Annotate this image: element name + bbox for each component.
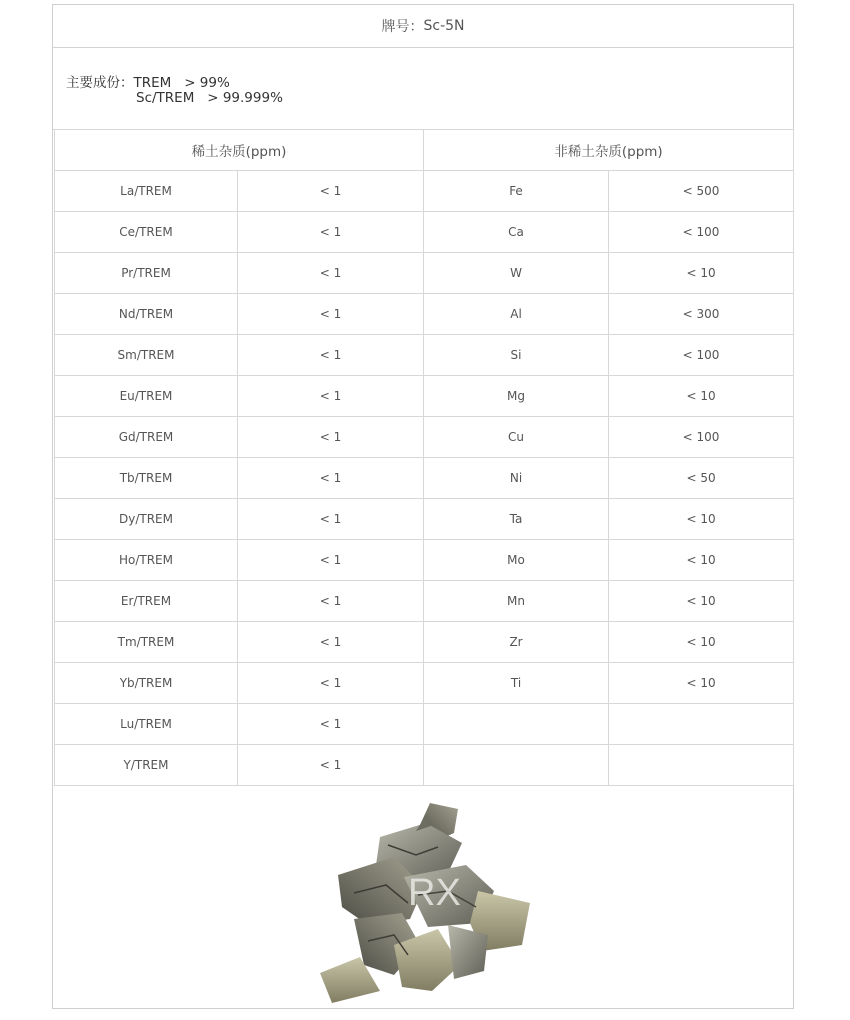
rare-earth-element-cell: Sm/TREM [55,335,238,376]
composition-name: TREM [133,75,172,91]
composition-line-trem [66,71,230,91]
rare-earth-limit-cell: < 1 [238,704,424,745]
rare-earth-element-cell: Ho/TREM [55,540,238,581]
non-rare-earth-element-cell [424,745,609,786]
composition-value: > 99% [184,75,230,91]
rare-earth-element-cell: Y/TREM [55,745,238,786]
rare-earth-element-cell: Pr/TREM [55,253,238,294]
rare-earth-limit-cell: < 1 [238,212,424,253]
non-rare-earth-element-cell [424,704,609,745]
table-row [55,417,794,458]
watermark-text: RX [408,872,461,914]
rare-earth-limit-cell: < 1 [238,253,424,294]
main-composition [53,47,793,130]
rare-earth-limit-cell: < 1 [238,417,424,458]
grade-label: 牌号： [381,19,424,35]
non-rare-earth-limit-cell: < 10 [609,622,794,663]
rare-earth-element-cell: Ce/TREM [55,212,238,253]
table-row [55,745,794,786]
non-rare-earth-element-cell: Al [424,294,609,335]
table-row [55,458,794,499]
rare-earth-limit-cell: < 1 [238,171,424,212]
non-rare-earth-element-cell: Fe [424,171,609,212]
non-rare-earth-limit-cell: < 50 [609,458,794,499]
rare-earth-element-cell: Tm/TREM [55,622,238,663]
table-row [55,663,794,704]
rare-earth-element-cell: Nd/TREM [55,294,238,335]
non-rare-earth-element-cell: Ta [424,499,609,540]
non-rare-earth-limit-cell: < 10 [609,540,794,581]
rare-earth-element-cell: Yb/TREM [55,663,238,704]
grade-title [53,5,793,48]
rare-earth-limit-cell: < 1 [238,294,424,335]
non-rare-earth-header: 非稀土杂质(ppm) [424,130,794,171]
rare-earth-limit-cell: < 1 [238,622,424,663]
table-row [55,376,794,417]
impurity-table [54,129,794,786]
rare-earth-limit-cell: < 1 [238,335,424,376]
scandium-metal-chunks-icon [298,795,548,1005]
rare-earth-element-cell: Dy/TREM [55,499,238,540]
non-rare-earth-element-cell: W [424,253,609,294]
product-photo [53,790,793,1008]
rare-earth-element-cell: Lu/TREM [55,704,238,745]
non-rare-earth-limit-cell: < 10 [609,376,794,417]
table-row [55,212,794,253]
non-rare-earth-limit-cell: < 100 [609,417,794,458]
rare-earth-limit-cell: < 1 [238,745,424,786]
table-row [55,294,794,335]
non-rare-earth-element-cell: Cu [424,417,609,458]
non-rare-earth-limit-cell: < 10 [609,663,794,704]
non-rare-earth-limit-cell: < 10 [609,499,794,540]
rare-earth-limit-cell: < 1 [238,458,424,499]
composition-name: Sc/TREM [136,90,195,106]
impurity-table-body [55,171,794,786]
rare-earth-limit-cell: < 1 [238,540,424,581]
non-rare-earth-element-cell: Ni [424,458,609,499]
non-rare-earth-element-cell: Zr [424,622,609,663]
non-rare-earth-limit-cell [609,745,794,786]
table-row [55,253,794,294]
table-header-row [55,130,794,171]
rare-earth-limit-cell: < 1 [238,499,424,540]
non-rare-earth-limit-cell: < 300 [609,294,794,335]
non-rare-earth-limit-cell [609,704,794,745]
table-row [55,499,794,540]
composition-line-sc [136,90,283,106]
non-rare-earth-element-cell: Mn [424,581,609,622]
rare-earth-element-cell: Eu/TREM [55,376,238,417]
composition-label: 主要成份： [66,75,134,91]
rare-earth-limit-cell: < 1 [238,663,424,704]
non-rare-earth-limit-cell: < 10 [609,253,794,294]
non-rare-earth-limit-cell: < 10 [609,581,794,622]
rare-earth-element-cell: Tb/TREM [55,458,238,499]
rare-earth-limit-cell: < 1 [238,581,424,622]
non-rare-earth-element-cell: Ti [424,663,609,704]
table-row [55,581,794,622]
table-row [55,622,794,663]
grade-value: Sc-5N [423,18,465,34]
non-rare-earth-element-cell: Ca [424,212,609,253]
rare-earth-header: 稀土杂质(ppm) [55,130,424,171]
table-row [55,335,794,376]
table-row [55,171,794,212]
non-rare-earth-limit-cell: < 500 [609,171,794,212]
spec-sheet [52,4,794,1009]
rare-earth-limit-cell: < 1 [238,376,424,417]
table-row [55,704,794,745]
non-rare-earth-limit-cell: < 100 [609,212,794,253]
non-rare-earth-element-cell: Si [424,335,609,376]
rare-earth-element-cell: Gd/TREM [55,417,238,458]
rare-earth-element-cell: La/TREM [55,171,238,212]
rare-earth-element-cell: Er/TREM [55,581,238,622]
non-rare-earth-element-cell: Mo [424,540,609,581]
composition-value: > 99.999% [207,90,283,106]
table-row [55,540,794,581]
non-rare-earth-limit-cell: < 100 [609,335,794,376]
non-rare-earth-element-cell: Mg [424,376,609,417]
